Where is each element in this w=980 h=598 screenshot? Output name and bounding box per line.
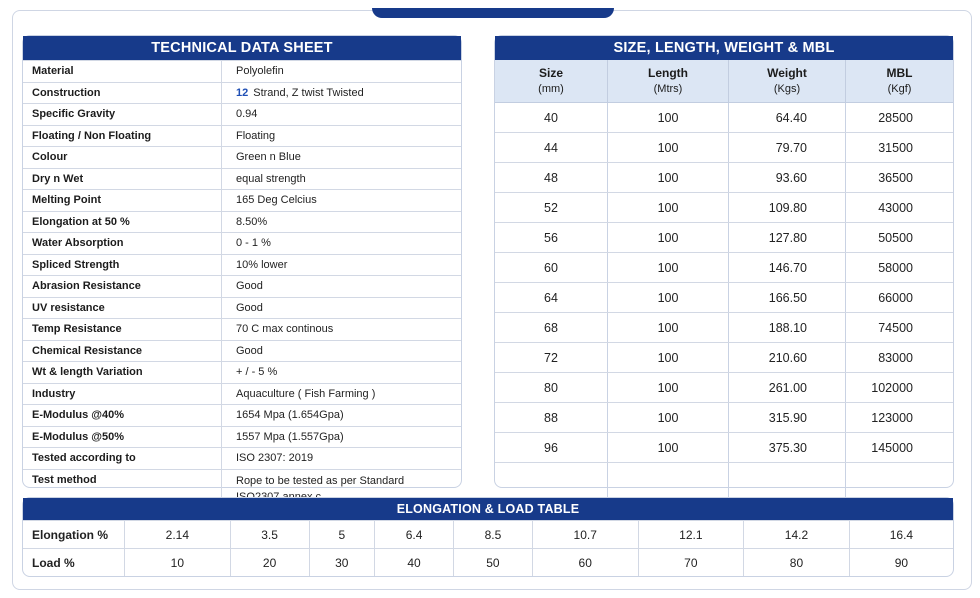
- elongation-cell: 2.14: [125, 521, 231, 549]
- size-row: [495, 403, 953, 433]
- tech-row: [23, 146, 461, 168]
- size-row: [495, 163, 953, 193]
- elongation-cell: 6.4: [375, 521, 454, 549]
- elongation-row-label: Load %: [23, 549, 125, 577]
- size-cell: 88: [495, 403, 608, 433]
- tech-value-main: 1654 Mpa (1.654Gpa): [236, 409, 344, 422]
- size-table-title: SIZE, LENGTH, WEIGHT & MBL: [495, 36, 953, 60]
- tech-row: [23, 60, 461, 82]
- tech-label: Temp Resistance: [23, 319, 222, 340]
- tech-label: Dry n Wet: [23, 169, 222, 190]
- tech-value-line: Rope to be tested as per Standard: [236, 474, 405, 487]
- tech-row: [23, 189, 461, 211]
- tech-label: Industry: [23, 384, 222, 405]
- tech-value: [222, 255, 287, 276]
- tech-label: Wt & length Variation: [23, 362, 222, 383]
- tech-value-main: Polyolefin: [236, 65, 284, 78]
- mbl-cell: 123000: [846, 403, 954, 433]
- tech-label: Specific Gravity: [23, 104, 222, 125]
- elongation-cell: 12.1: [638, 521, 744, 549]
- tech-value-text: [236, 388, 375, 400]
- tech-value-text: [236, 237, 271, 249]
- tech-value-text: [236, 280, 263, 292]
- tech-value-text: [236, 323, 333, 335]
- elongation-cell: 14.2: [744, 521, 850, 549]
- tech-value-main: Good: [236, 280, 263, 293]
- tech-value: [222, 276, 263, 297]
- length-cell: 100: [608, 403, 729, 433]
- tech-row: [23, 318, 461, 340]
- tech-label: Construction: [23, 83, 222, 104]
- tech-value-main: Good: [236, 301, 263, 314]
- tech-row: [23, 232, 461, 254]
- tech-value-main: 0 - 1 %: [236, 237, 271, 250]
- tech-label: Water Absorption: [23, 233, 222, 254]
- tech-label: E-Modulus @50%: [23, 427, 222, 448]
- size-length-weight-mbl-panel: [494, 35, 954, 488]
- tech-label: Tested according to: [23, 448, 222, 469]
- tech-value-main: 70 C max continous: [236, 323, 334, 336]
- size-row: [495, 133, 953, 163]
- tech-value-text: [236, 216, 267, 228]
- length-cell: 100: [608, 133, 729, 163]
- size-col-name: Length: [648, 66, 688, 80]
- mbl-cell: 74500: [846, 313, 954, 343]
- size-table: [495, 60, 953, 525]
- length-cell: 100: [608, 343, 729, 373]
- tech-label: Elongation at 50 %: [23, 212, 222, 233]
- tech-value: [222, 61, 284, 82]
- elongation-cell: 80: [744, 549, 850, 577]
- tech-value-main: 10% lower: [236, 258, 288, 271]
- tech-label: Floating / Non Floating: [23, 126, 222, 147]
- size-col-header: [608, 60, 729, 103]
- length-cell: 100: [608, 313, 729, 343]
- tech-label: Material: [23, 61, 222, 82]
- tech-row: [23, 297, 461, 319]
- size-row: [495, 193, 953, 223]
- length-cell: 100: [608, 163, 729, 193]
- tech-value-main: 165 Deg Celcius: [236, 194, 317, 207]
- elongation-row-label: Elongation %: [23, 521, 125, 549]
- tech-row: [23, 426, 461, 448]
- weight-cell: 188.10: [729, 313, 846, 343]
- elongation-cell: 50: [453, 549, 532, 577]
- tech-value: [222, 427, 344, 448]
- size-col-unit: (Mtrs): [653, 83, 683, 95]
- tech-row: [23, 103, 461, 125]
- size-cell: 44: [495, 133, 608, 163]
- elongation-table-title: ELONGATION & LOAD TABLE: [23, 498, 953, 520]
- tech-value: [222, 319, 333, 340]
- mbl-cell: 58000: [846, 253, 954, 283]
- tech-value: [222, 147, 301, 168]
- tech-value: [222, 448, 313, 469]
- tech-row: [23, 383, 461, 405]
- tech-row: [23, 168, 461, 190]
- weight-cell: 79.70: [729, 133, 846, 163]
- size-row: [495, 373, 953, 403]
- tech-value-text: [236, 452, 313, 464]
- size-col-unit: (mm): [538, 83, 564, 95]
- top-tab-decoration: [372, 8, 614, 18]
- tech-row: [23, 340, 461, 362]
- tech-value-main: 1557 Mpa (1.557Gpa): [236, 430, 344, 443]
- tech-value: [222, 126, 275, 147]
- elongation-row: [23, 549, 953, 577]
- tech-row: [23, 404, 461, 426]
- tech-value-text: [236, 173, 306, 185]
- tech-row: [23, 254, 461, 276]
- length-cell: 100: [608, 283, 729, 313]
- length-cell: 100: [608, 193, 729, 223]
- tech-value-text: [236, 431, 344, 443]
- elongation-load-panel: [22, 497, 954, 577]
- tech-value-text: [236, 151, 301, 163]
- tech-value-text: [236, 259, 287, 271]
- mbl-cell: 28500: [846, 103, 954, 133]
- size-row: [495, 103, 953, 133]
- weight-cell: 210.60: [729, 343, 846, 373]
- length-cell: 100: [608, 433, 729, 463]
- size-col-header: [846, 60, 954, 103]
- tech-value: [222, 362, 277, 383]
- weight-cell: 261.00: [729, 373, 846, 403]
- elongation-cell: 8.5: [453, 521, 532, 549]
- weight-cell: 375.30: [729, 433, 846, 463]
- size-cell: 48: [495, 163, 608, 193]
- size-col-name: Size: [538, 66, 563, 80]
- length-cell: 100: [608, 253, 729, 283]
- size-cell: 72: [495, 343, 608, 373]
- elongation-cell: 16.4: [849, 521, 953, 549]
- tech-value: [222, 233, 271, 254]
- technical-data-sheet-panel: [22, 35, 462, 488]
- tech-label: E-Modulus @40%: [23, 405, 222, 426]
- tech-label: UV resistance: [23, 298, 222, 319]
- weight-cell: 64.40: [729, 103, 846, 133]
- technical-data-sheet-title: TECHNICAL DATA SHEET: [23, 36, 461, 60]
- elongation-row: [23, 521, 953, 549]
- elongation-cell: 10.7: [532, 521, 638, 549]
- size-row: [495, 313, 953, 343]
- weight-cell: 146.70: [729, 253, 846, 283]
- tech-label: Spliced Strength: [23, 255, 222, 276]
- size-col-name: MBL: [886, 66, 913, 80]
- length-cell: 100: [608, 103, 729, 133]
- mbl-cell: 36500: [846, 163, 954, 193]
- tech-value-main: Green n Blue: [236, 151, 301, 164]
- tech-value-text: [236, 130, 275, 142]
- tech-value-highlight: 12: [236, 86, 249, 99]
- size-col-unit: (Kgf): [887, 83, 912, 95]
- tech-value: [222, 298, 263, 319]
- mbl-cell: 50500: [846, 223, 954, 253]
- size-cell: 40: [495, 103, 608, 133]
- length-cell: 100: [608, 223, 729, 253]
- tech-value-text: [236, 65, 284, 77]
- elongation-cell: 70: [638, 549, 744, 577]
- size-cell: 64: [495, 283, 608, 313]
- length-cell: 100: [608, 373, 729, 403]
- size-cell: 52: [495, 193, 608, 223]
- elongation-table-body: [23, 521, 953, 577]
- mbl-cell: 66000: [846, 283, 954, 313]
- tech-label: Colour: [23, 147, 222, 168]
- tech-value-text: [236, 409, 344, 421]
- technical-data-rows: [23, 60, 461, 506]
- weight-cell: 109.80: [729, 193, 846, 223]
- tech-value: [222, 341, 263, 362]
- size-cell: 80: [495, 373, 608, 403]
- size-table-header-row: [495, 60, 953, 103]
- elongation-cell: 5: [309, 521, 375, 549]
- elongation-cell: 10: [125, 549, 231, 577]
- elongation-cell: 20: [230, 549, 309, 577]
- size-cell: 96: [495, 433, 608, 463]
- size-cell: 56: [495, 223, 608, 253]
- tech-value-main: Aquaculture ( Fish Farming ): [236, 387, 376, 400]
- size-row: [495, 343, 953, 373]
- mbl-cell: 83000: [846, 343, 954, 373]
- tech-value: [222, 405, 344, 426]
- tech-value-text: [236, 302, 263, 314]
- tech-value-main: Good: [236, 344, 263, 357]
- size-col-unit: (Kgs): [773, 83, 801, 95]
- tech-label: Chemical Resistance: [23, 341, 222, 362]
- size-col-header: [495, 60, 608, 103]
- size-col-name: Weight: [767, 66, 807, 80]
- elongation-cell: 40: [375, 549, 454, 577]
- elongation-cell: 3.5: [230, 521, 309, 549]
- mbl-cell: 145000: [846, 433, 954, 463]
- weight-cell: 166.50: [729, 283, 846, 313]
- tech-value-main: ISO 2307: 2019: [236, 452, 314, 465]
- tech-row: [23, 211, 461, 233]
- tech-value-main: Floating: [236, 129, 276, 142]
- tech-value: [222, 212, 267, 233]
- size-cell: 68: [495, 313, 608, 343]
- elongation-table: [23, 520, 953, 576]
- tech-value: [222, 169, 306, 190]
- tech-value-main: 8.50%: [236, 215, 268, 228]
- tech-row: [23, 361, 461, 383]
- weight-cell: 315.90: [729, 403, 846, 433]
- tech-label: Abrasion Resistance: [23, 276, 222, 297]
- tech-value: [222, 104, 257, 125]
- tech-row: [23, 82, 461, 104]
- elongation-cell: 60: [532, 549, 638, 577]
- tech-value: [222, 384, 375, 405]
- tech-row: [23, 275, 461, 297]
- size-col-header: [729, 60, 846, 103]
- tech-label: Test method: [23, 470, 222, 506]
- tech-value-main: + / - 5 %: [236, 366, 278, 379]
- tech-value-main: 0.94: [236, 108, 258, 121]
- tech-value-main: Strand, Z twist Twisted: [253, 86, 364, 99]
- weight-cell: 127.80: [729, 223, 846, 253]
- tech-value-text: [236, 345, 263, 357]
- tech-value-text: [236, 194, 317, 206]
- tech-value: [222, 190, 317, 211]
- size-table-body: [495, 103, 953, 526]
- weight-cell: 93.60: [729, 163, 846, 193]
- mbl-cell: 31500: [846, 133, 954, 163]
- tech-value-text: [236, 87, 364, 99]
- size-row: [495, 223, 953, 253]
- tech-row: [23, 447, 461, 469]
- tech-value-text: [236, 108, 257, 120]
- mbl-cell: 43000: [846, 193, 954, 223]
- tech-label: Melting Point: [23, 190, 222, 211]
- tech-row: [23, 125, 461, 147]
- tech-value-text: [236, 366, 277, 378]
- size-row: [495, 433, 953, 463]
- elongation-cell: 30: [309, 549, 375, 577]
- size-cell: 60: [495, 253, 608, 283]
- mbl-cell: 102000: [846, 373, 954, 403]
- size-row: [495, 283, 953, 313]
- tech-value: [222, 83, 364, 104]
- elongation-cell: 90: [849, 549, 953, 577]
- size-row: [495, 253, 953, 283]
- tech-value-main: equal strength: [236, 172, 306, 185]
